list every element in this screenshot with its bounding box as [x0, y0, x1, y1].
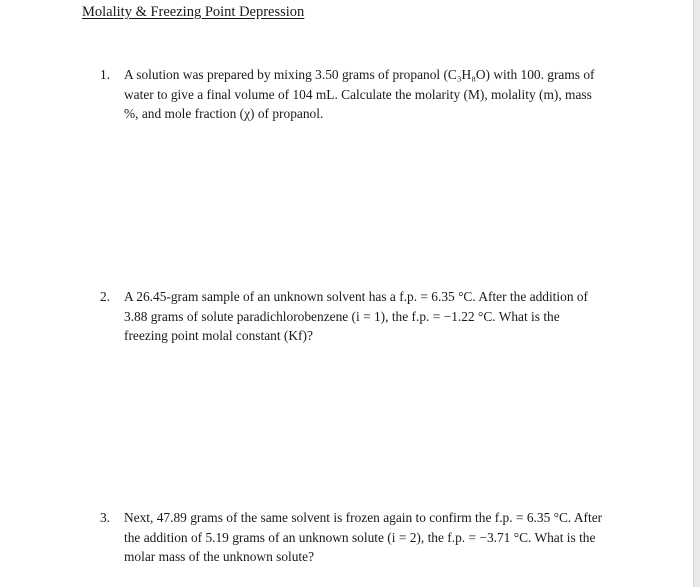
question-2 — [100, 287, 620, 346]
question-number: 2. — [100, 289, 111, 304]
question-text — [124, 65, 620, 124]
question-line: 3.88 grams of solute paradichlorobenzene (i = 1), the f.p. = −1.22 °C. What is the — [124, 308, 560, 324]
page-edge — [693, 0, 700, 587]
question-line: A 26.45-gram sample of an unknown solvent has a f.p. = 6.35 °C. After the addition of — [124, 289, 589, 304]
question-line: molar mass of the unknown solute? — [124, 549, 315, 564]
page-title: Molality & Freezing Point Depression — [82, 4, 305, 20]
question-line: water to give a final volume of 104 mL. Calculate the molarity (M), molality (m), mass — [124, 86, 592, 102]
question-line: %, and mole fraction (χ) of propanol. — [124, 106, 324, 121]
question-line: the addition of 5.19 grams of an unknown solute (i = 2), the f.p. = −3.71 °C. What is the — [124, 529, 596, 545]
question-number: 3. — [100, 510, 111, 525]
question-text — [124, 508, 620, 567]
question-3 — [100, 508, 620, 567]
question-text — [124, 287, 620, 346]
question-line: Next, 47.89 grams of the same solvent is frozen again to confirm the f.p. = 6.35 °C. After — [124, 510, 603, 525]
question-line: A solution was prepared by mixing 3.50 grams of propanol (C₃H₈O) with 100. grams of — [124, 67, 595, 82]
question-line: freezing point molal constant (Kf)? — [124, 328, 313, 343]
question-number: 1. — [100, 67, 111, 82]
question-1 — [100, 65, 620, 124]
